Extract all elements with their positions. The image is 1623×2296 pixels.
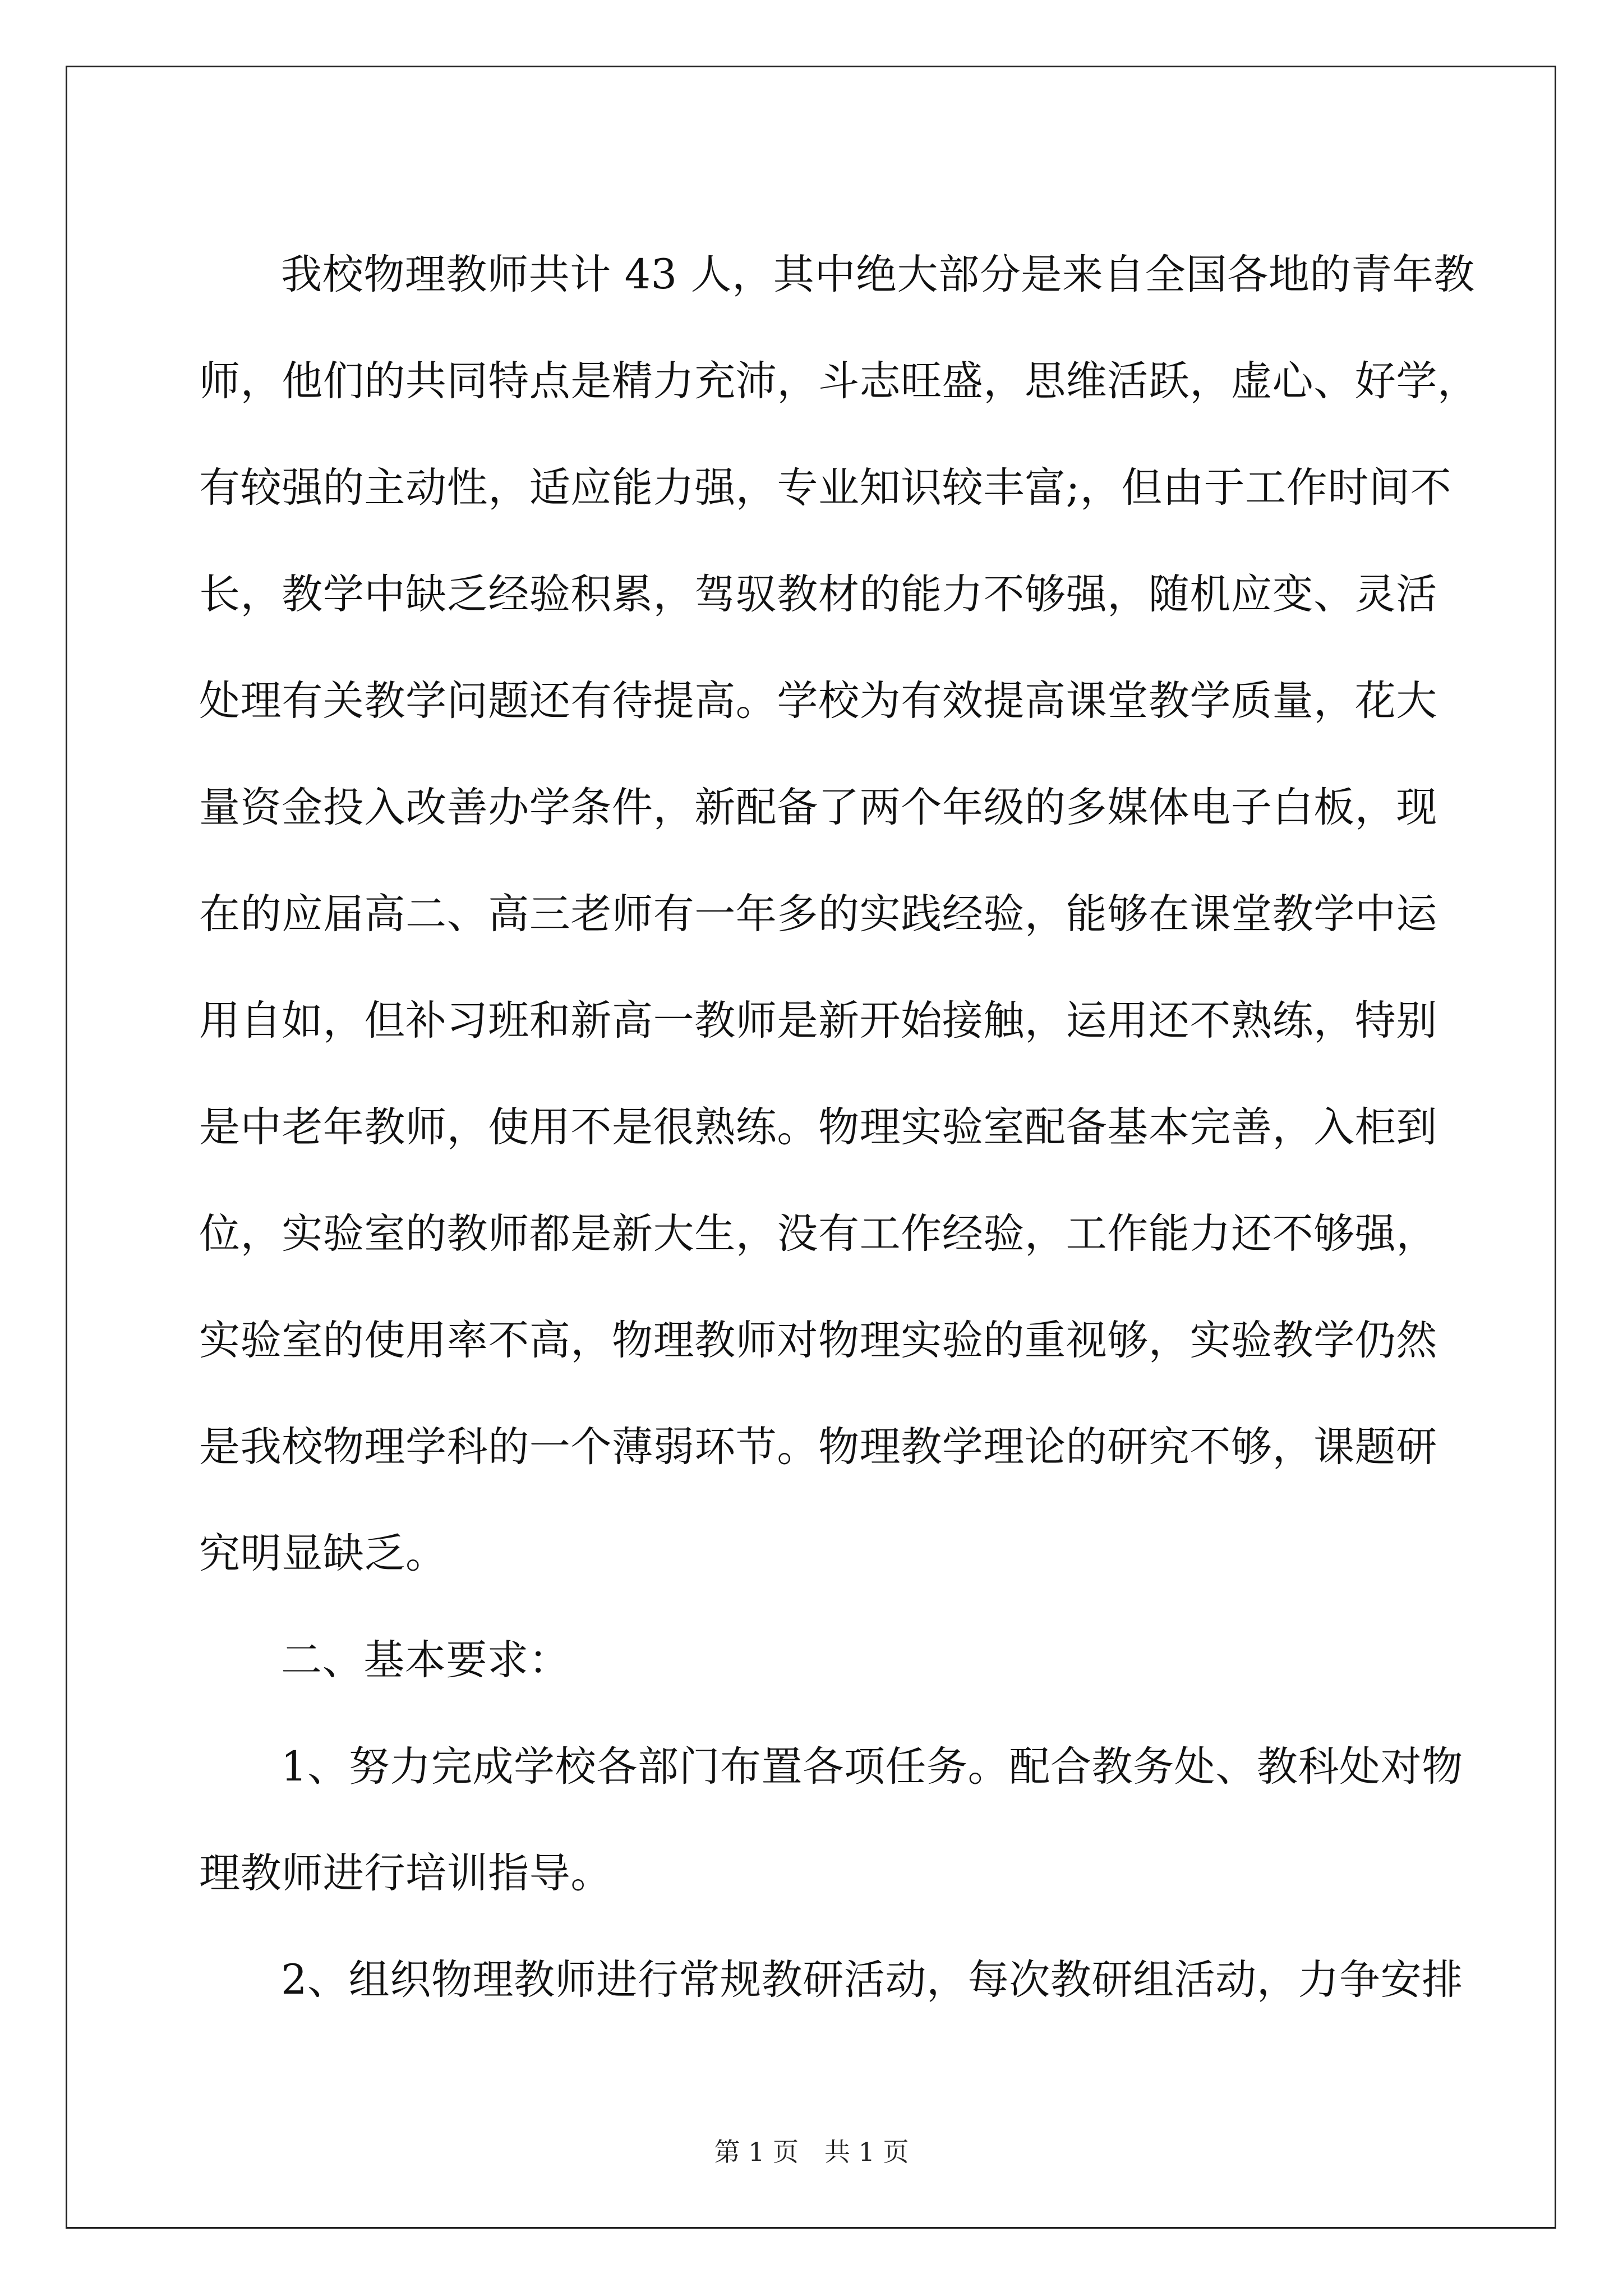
document-body bbox=[199, 222, 1479, 2033]
section-heading: 二、基本要求： bbox=[281, 1636, 570, 1684]
text-line: 我校物理教师共计 43 人，其中绝大部分是来自全国各地的青年教 bbox=[281, 251, 1475, 298]
text-line: 2、组织物理教师进行常规教研活动，每次教研组活动，力争安排 bbox=[281, 1956, 1463, 2004]
text-line: 量资金投入改善办学条件，新配备了两个年级的多媒体电子白板，现 bbox=[199, 784, 1437, 831]
text-line: 处理有关教学问题还有待提高。学校为有效提高课堂教学质量，花大 bbox=[199, 677, 1437, 725]
text-line: 理教师进行培训指导。 bbox=[199, 1849, 612, 1897]
text-line: 有较强的主动性，适应能力强，专业知识较丰富;，但由于工作时间不 bbox=[199, 464, 1452, 512]
text-line: 是中老年教师，使用不是很熟练。物理实验室配备基本完善，入柜到 bbox=[199, 1103, 1437, 1151]
text-line: 师，他们的共同特点是精力充沛，斗志旺盛，思维活跃，虚心、好学， bbox=[199, 357, 1479, 405]
text-line: 在的应届高二、高三老师有一年多的实践经验，能够在课堂教学中运 bbox=[199, 890, 1437, 938]
text-line: 长，教学中缺乏经验积累，驾驭教材的能力不够强，随机应变、灵活 bbox=[199, 570, 1437, 618]
text-line: 实验室的使用率不高，物理教师对物理实验的重视够，实验教学仍然 bbox=[199, 1317, 1437, 1364]
text-line: 究明显缺乏。 bbox=[199, 1530, 447, 1577]
text-line: 1、努力完成学校各部门布置各项任务。配合教务处、教科处对物 bbox=[281, 1743, 1463, 1791]
text-line: 用自如，但补习班和新高一教师是新开始接触，运用还不熟练，特别 bbox=[199, 997, 1437, 1045]
text-line: 是我校物理学科的一个薄弱环节。物理教学理论的研究不够，课题研 bbox=[199, 1423, 1437, 1471]
text-line: 位，实验室的教师都是新大生，没有工作经验，工作能力还不够强， bbox=[199, 1210, 1437, 1258]
page-number-footer: 第 1 页 共 1 页 bbox=[714, 2137, 909, 2167]
